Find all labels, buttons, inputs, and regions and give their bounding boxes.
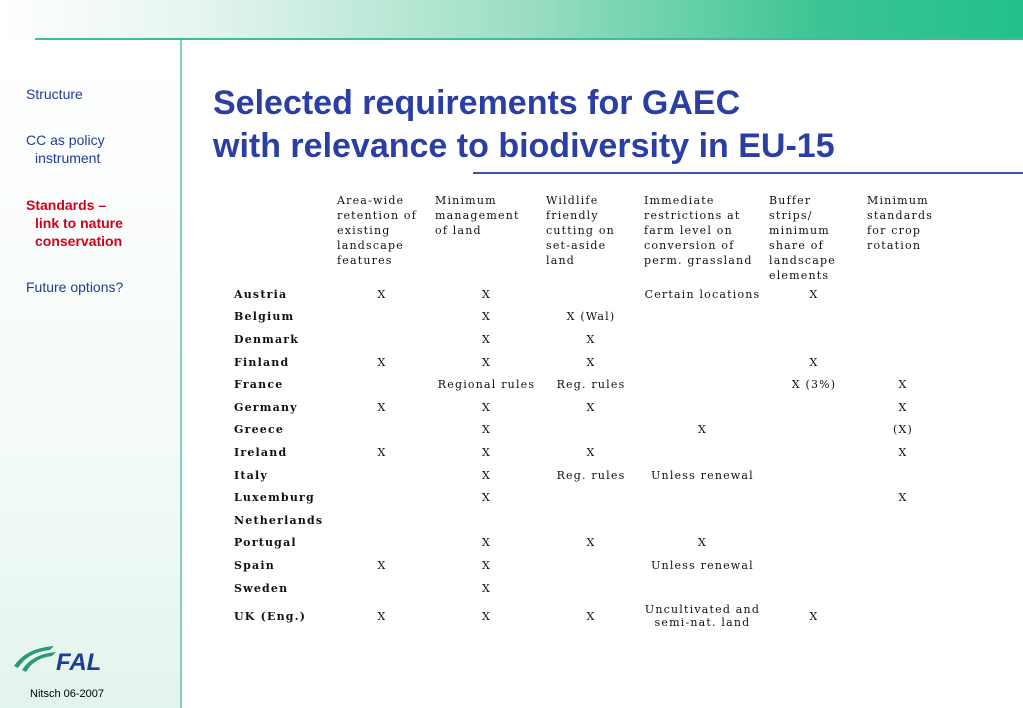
header-line: Minimum <box>435 194 497 207</box>
value-cell <box>765 441 863 464</box>
value-cell: X <box>809 609 819 623</box>
table-row <box>229 283 943 306</box>
value-cell: X <box>481 536 492 550</box>
header-line: perm. grassland <box>644 254 753 267</box>
title-line: Selected requirements for GAEC <box>213 84 741 122</box>
value-cell: Unless renewal <box>651 558 754 572</box>
header-cell <box>431 193 542 283</box>
value-cell: X <box>377 355 387 369</box>
value-cell <box>863 306 943 329</box>
value-cell: Uncultivated and semi-nat. land <box>644 603 761 630</box>
value-cell: X <box>809 287 819 301</box>
value-cell: X <box>586 445 596 459</box>
country-cell: Sweden <box>234 581 289 595</box>
header-line: Area-wide <box>337 194 405 207</box>
value-cell <box>431 509 542 532</box>
value-cell <box>333 577 431 600</box>
value-cell: X <box>481 491 492 505</box>
value-cell <box>863 351 943 374</box>
value-cell: X (Wal) <box>566 310 616 324</box>
value-cell <box>765 509 863 532</box>
header-line: share of <box>769 239 824 252</box>
value-cell: Regional rules <box>437 378 536 392</box>
sidebar-divider <box>180 40 182 708</box>
table-row <box>229 486 943 509</box>
header-gradient-bar <box>0 0 1023 40</box>
country-cell: Greece <box>234 423 285 437</box>
header-line: minimum <box>769 224 830 237</box>
value-cell: X <box>481 310 492 324</box>
nav-item-cc-policy[interactable] <box>26 131 166 167</box>
header-line: cutting on <box>546 224 615 237</box>
header-divider <box>35 38 1023 40</box>
header-line: elements <box>769 269 830 282</box>
country-cell: Finland <box>234 355 290 369</box>
value-cell: X <box>377 609 387 623</box>
value-cell <box>542 554 640 577</box>
header-cell <box>765 193 863 283</box>
value-cell: X <box>377 287 387 301</box>
value-cell: X <box>481 287 492 301</box>
table-row <box>229 351 943 374</box>
value-cell <box>542 577 640 600</box>
value-cell: X <box>898 378 908 392</box>
value-cell: X <box>377 400 387 414</box>
header-line: Immediate <box>644 194 715 207</box>
value-cell: Reg. rules <box>556 468 626 482</box>
value-cell: X <box>586 400 596 414</box>
value-cell <box>640 396 765 419</box>
country-cell: Ireland <box>234 445 288 459</box>
header-line: existing <box>337 224 391 237</box>
header-line: retention of <box>337 209 418 222</box>
value-cell <box>542 486 640 509</box>
value-cell: X <box>377 445 387 459</box>
value-cell <box>333 509 431 532</box>
value-cell <box>640 351 765 374</box>
fal-logo <box>12 640 122 676</box>
header-line: management <box>435 209 520 222</box>
country-cell: France <box>234 378 284 392</box>
value-cell: (X) <box>892 423 913 437</box>
nav-item-structure[interactable] <box>26 85 166 103</box>
title-underline <box>473 172 1023 174</box>
value-cell: X (3%) <box>791 378 837 392</box>
value-cell: X <box>377 558 387 572</box>
header-cell <box>542 193 640 283</box>
value-cell <box>863 328 943 351</box>
value-cell: X <box>481 332 492 346</box>
value-cell: X <box>481 609 492 623</box>
header-cell <box>640 193 765 283</box>
table-row <box>229 464 943 487</box>
footer-text: Nitsch 06-2007 <box>30 688 104 700</box>
value-cell: X <box>697 536 708 550</box>
value-cell: X <box>586 609 596 623</box>
header-cell <box>333 193 431 283</box>
value-cell <box>765 419 863 442</box>
value-cell: Unless renewal <box>651 468 754 482</box>
table-row <box>229 532 943 555</box>
value-cell: X <box>481 581 492 595</box>
gaec-requirements-table <box>229 193 943 633</box>
value-cell: X <box>586 355 596 369</box>
logo-text: FAL <box>56 649 102 676</box>
value-cell: X <box>898 445 908 459</box>
country-cell: Netherlands <box>234 513 324 527</box>
value-cell: X <box>481 445 492 459</box>
value-cell: X <box>898 400 908 414</box>
header-line: landscape <box>769 254 836 267</box>
header-line: features <box>337 254 393 267</box>
value-cell <box>333 532 431 555</box>
header-line: conversion of <box>644 239 735 252</box>
header-line: of land <box>435 224 482 237</box>
value-cell <box>333 419 431 442</box>
value-cell <box>863 554 943 577</box>
country-cell: Germany <box>234 400 298 414</box>
value-cell <box>765 577 863 600</box>
value-cell: X <box>809 355 819 369</box>
header-line: farm level on <box>644 224 733 237</box>
nav-item-standards[interactable] <box>26 196 166 250</box>
country-cell: Belgium <box>234 310 295 324</box>
nav-item-label: conservation <box>35 233 123 249</box>
value-cell <box>765 464 863 487</box>
value-cell <box>333 306 431 329</box>
page-title <box>213 82 835 168</box>
header-line: for crop <box>867 224 922 237</box>
value-cell: Certain locations <box>644 287 761 301</box>
country-cell: Luxemburg <box>234 491 315 505</box>
header-line: set-aside <box>546 239 607 252</box>
country-cell: UK (Eng.) <box>234 609 307 623</box>
header-line: land <box>546 254 576 267</box>
table-row <box>229 328 943 351</box>
table-row <box>229 509 943 532</box>
value-cell <box>765 328 863 351</box>
value-cell <box>542 419 640 442</box>
value-cell <box>640 328 765 351</box>
value-cell <box>765 532 863 555</box>
country-cell: Austria <box>234 287 288 301</box>
value-cell: X <box>481 355 492 369</box>
nav-item-label: CC as policy <box>26 132 105 148</box>
country-cell: Denmark <box>234 332 300 346</box>
nav-item-label: link to nature <box>35 215 123 231</box>
value-cell <box>765 306 863 329</box>
country-cell: Portugal <box>234 536 297 550</box>
header-line: Buffer <box>769 194 812 207</box>
value-cell <box>333 328 431 351</box>
value-cell <box>333 464 431 487</box>
value-cell: X <box>481 468 492 482</box>
value-cell: X <box>586 332 596 346</box>
value-cell <box>640 486 765 509</box>
table-row <box>229 599 943 633</box>
table-row <box>229 306 943 329</box>
value-cell: Reg. rules <box>556 378 626 392</box>
nav-item-label: Future options? <box>26 279 124 295</box>
header-line: standards <box>867 209 934 222</box>
table-row <box>229 441 943 464</box>
value-cell <box>640 441 765 464</box>
value-cell: X <box>898 491 908 505</box>
table-header-row <box>229 193 943 283</box>
header-line: landscape <box>337 239 404 252</box>
value-cell <box>863 532 943 555</box>
header-line: restrictions at <box>644 209 741 222</box>
nav-item-label: instrument <box>35 150 101 166</box>
value-cell <box>863 577 943 600</box>
value-cell <box>640 509 765 532</box>
value-cell <box>863 464 943 487</box>
value-cell: X <box>481 558 492 572</box>
country-cell: Spain <box>234 558 275 572</box>
header-cell-empty <box>229 193 333 283</box>
title-line: with relevance to biodiversity in EU-15 <box>213 127 835 165</box>
table-row <box>229 577 943 600</box>
header-line: friendly <box>546 209 599 222</box>
header-line: Minimum <box>867 194 929 207</box>
value-cell <box>542 283 640 306</box>
header-cell <box>863 193 943 283</box>
value-cell: X <box>697 423 708 437</box>
nav-item-label: Standards – <box>26 197 107 213</box>
value-cell <box>765 486 863 509</box>
value-cell <box>765 396 863 419</box>
value-cell <box>542 509 640 532</box>
value-cell <box>863 283 943 306</box>
value-cell: X <box>481 400 492 414</box>
country-cell: Italy <box>234 468 268 482</box>
table-body <box>229 283 943 633</box>
table-row <box>229 419 943 442</box>
nav-item-future-options[interactable] <box>26 278 166 296</box>
value-cell: X <box>481 423 492 437</box>
value-cell <box>765 554 863 577</box>
value-cell <box>333 486 431 509</box>
table-row <box>229 373 943 396</box>
value-cell <box>640 306 765 329</box>
header-line: Wildlife <box>546 194 599 207</box>
nav-item-label: Structure <box>26 86 83 102</box>
value-cell <box>863 509 943 532</box>
value-cell: X <box>586 536 596 550</box>
header-line: rotation <box>867 239 922 252</box>
value-cell <box>863 599 943 633</box>
value-cell <box>333 373 431 396</box>
table-row <box>229 396 943 419</box>
table-row <box>229 554 943 577</box>
value-cell <box>640 577 765 600</box>
header-line: strips/ <box>769 209 813 222</box>
value-cell <box>640 373 765 396</box>
